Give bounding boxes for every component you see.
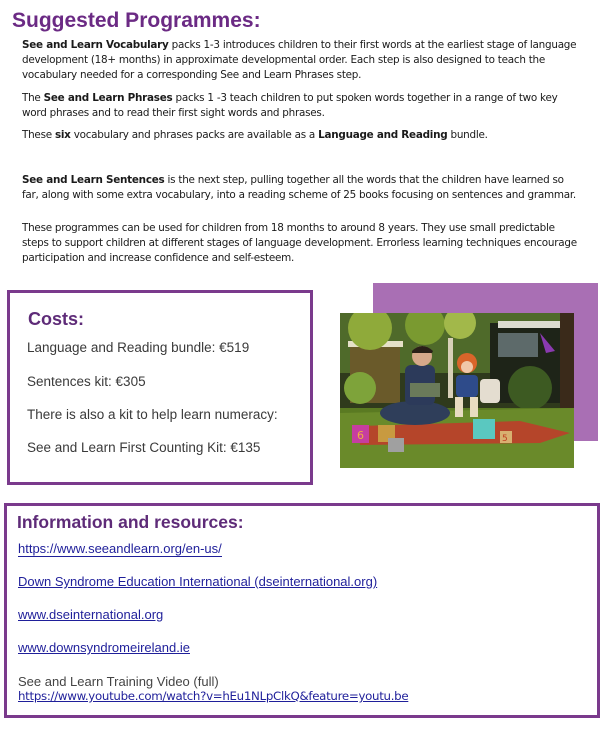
sentences-paragraph xyxy=(22,173,582,203)
cost-line-numeracy-note: There is also a kit to help learn numeracy: xyxy=(27,407,278,422)
age-range-paragraph: These programmes can be used for children from 18 months to around 8 years. They use small predictable steps to support children at different stages of language development. Errorless learning techniques encourage participation and increase confidence and self-esteem. xyxy=(22,222,577,265)
bundle-pre: These xyxy=(22,129,55,141)
block-number-six: 6 xyxy=(357,429,364,442)
block-number-five: 5 xyxy=(502,434,508,444)
vocabulary-text: packs 1-3 introduces children to their first words at the earliest stage of language development (18+ months) in approximate developmental order. Each step is also designed to teach the vocabulary needed for a corresponding See and Learn Phrases step. xyxy=(22,39,577,82)
bundle-bold-six: six xyxy=(54,129,71,141)
training-video-label: See and Learn Training Video (full) xyxy=(18,674,219,689)
sentences-bold: See and Learn Sentences xyxy=(22,174,165,186)
cost-line-counting-kit: See and Learn First Counting Kit: €135 xyxy=(27,440,261,455)
costs-box xyxy=(7,290,313,485)
vocabulary-bold: See and Learn Vocabulary xyxy=(22,39,169,51)
phrases-paragraph xyxy=(22,91,582,121)
photo-illustration xyxy=(340,313,574,468)
cost-line-bundle: Language and Reading bundle: €519 xyxy=(27,340,250,355)
family-reading-photo xyxy=(340,313,574,468)
link-seeandlearn[interactable]: https://www.seeandlearn.org/en-us/ xyxy=(18,541,222,556)
vocabulary-paragraph xyxy=(22,38,582,84)
link-dse-international-full[interactable]: Down Syndrome Education International (dseinternational.org) xyxy=(18,574,378,589)
information-resources-box xyxy=(4,503,600,718)
bundle-bold-name: Language and Reading xyxy=(318,129,448,141)
phrases-text: packs 1 -3 teach children to put spoken words together in a range of two key word phrases and to read their first sight words and phrases. xyxy=(22,92,558,120)
bundle-post: bundle. xyxy=(447,129,488,141)
costs-heading: Costs: xyxy=(28,309,85,329)
suggested-programmes-heading: Suggested Programmes: xyxy=(12,9,261,32)
bundle-paragraph xyxy=(22,128,582,143)
link-dseinternational[interactable]: www.dseinternational.org xyxy=(18,607,164,622)
cost-line-sentences: Sentences kit: €305 xyxy=(27,374,146,389)
bundle-mid: vocabulary and phrases packs are available as a xyxy=(70,129,319,141)
resources-heading: Information and resources: xyxy=(17,512,244,532)
phrases-bold: See and Learn Phrases xyxy=(43,92,173,104)
sentences-text: is the next step, pulling together all the words that the children have learned so far, along with some extra vocabulary, into a reading scheme of 25 books focusing on sentences and grammar. xyxy=(22,174,576,202)
link-downsyndromeireland[interactable]: www.downsyndromeireland.ie xyxy=(18,640,190,655)
phrases-pre: The xyxy=(22,92,44,104)
link-training-video[interactable]: https://www.youtube.com/watch?v=hEu1NLpClkQ&feature=youtu.be xyxy=(18,689,409,703)
